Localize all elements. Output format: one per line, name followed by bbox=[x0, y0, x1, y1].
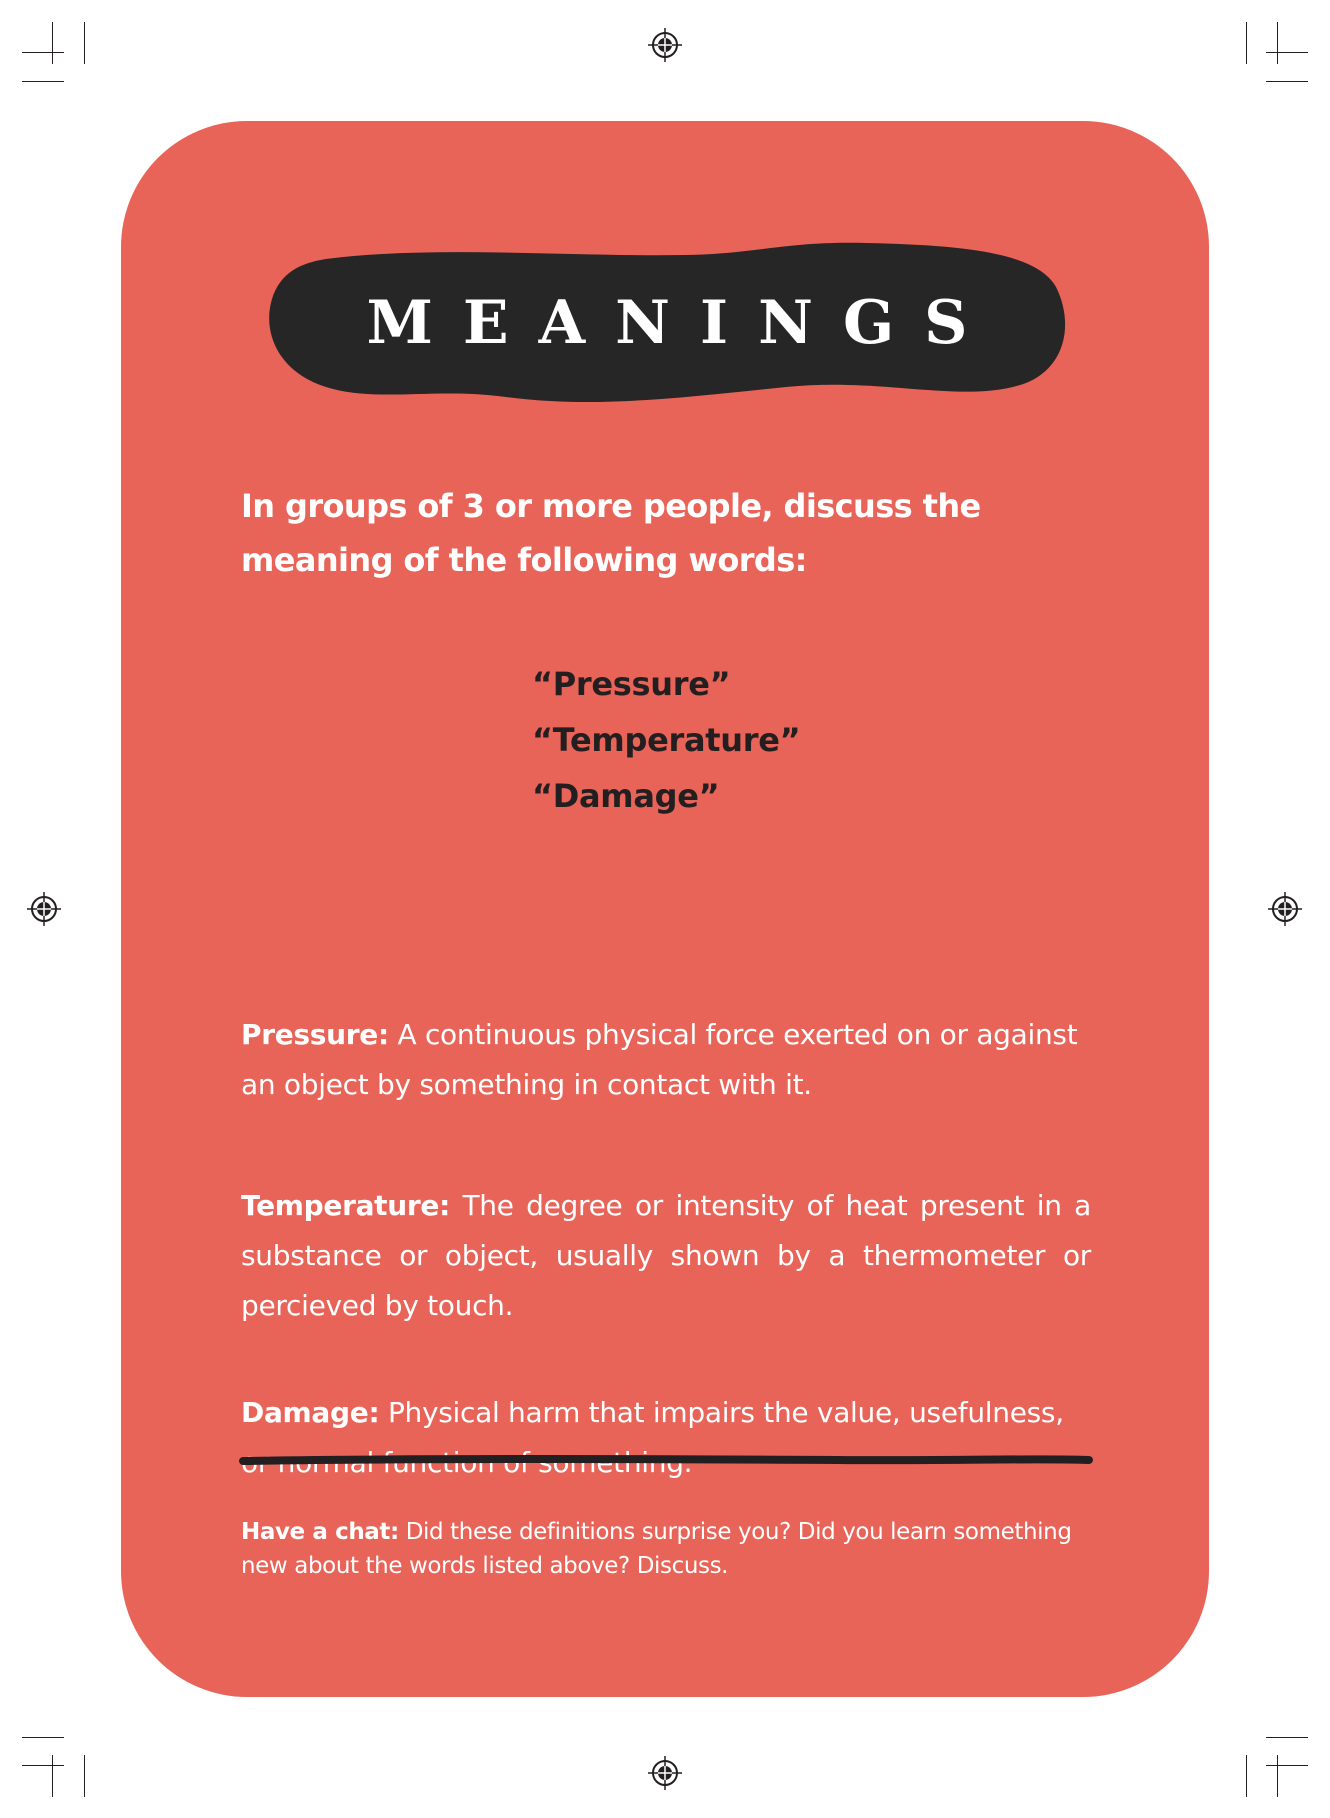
definition-temperature bbox=[241, 1181, 1091, 1331]
crosshair-target-icon bbox=[648, 1756, 682, 1790]
definition-pressure bbox=[241, 1010, 1091, 1110]
definition-text: Physical harm that impairs the value, usefulness, or normal function of something. bbox=[241, 1396, 1064, 1479]
word-list-item: “Temperature” bbox=[532, 721, 801, 759]
crop-mark bbox=[22, 81, 64, 82]
chat-term: Have a chat: bbox=[241, 1519, 399, 1545]
crop-mark bbox=[22, 1765, 64, 1766]
definition-term: Temperature: bbox=[241, 1189, 450, 1222]
crop-mark bbox=[1266, 1737, 1308, 1738]
crop-mark bbox=[1277, 22, 1278, 64]
crop-mark bbox=[1277, 1755, 1278, 1797]
crop-mark bbox=[52, 22, 53, 64]
crosshair-target-icon bbox=[27, 892, 61, 926]
word-list bbox=[532, 656, 800, 824]
crosshair-target-icon bbox=[648, 28, 682, 62]
crop-mark bbox=[1246, 1755, 1247, 1797]
chat-text: Did these definitions surprise you? Did you learn something new about the words listed above? Discuss. bbox=[241, 1519, 1072, 1579]
intro-text: In groups of 3 or more people, discuss the meaning of the following words: bbox=[241, 487, 981, 579]
definition-term: Damage: bbox=[241, 1396, 380, 1429]
meanings-card bbox=[121, 121, 1209, 1697]
definition-text: A continuous physical force exerted on or against an object by something in contact with it. bbox=[241, 1018, 1078, 1101]
crop-mark bbox=[22, 1737, 64, 1738]
definition-term: Pressure: bbox=[241, 1018, 389, 1051]
word-list-item: “Damage” bbox=[532, 777, 720, 815]
divider-line bbox=[237, 1451, 1095, 1471]
definition-text: The degree or intensity of heat present in a substance or object, usually shown by a thermometer or percieved by touch. bbox=[241, 1189, 1091, 1322]
definition-damage bbox=[241, 1388, 1091, 1488]
crop-mark bbox=[1246, 22, 1247, 64]
crop-mark bbox=[1266, 52, 1308, 53]
word-list-item: “Pressure” bbox=[532, 665, 731, 703]
crop-mark bbox=[1266, 81, 1308, 82]
page-title: MEANINGS bbox=[366, 288, 998, 358]
crop-mark bbox=[52, 1755, 53, 1797]
crop-mark bbox=[22, 52, 64, 53]
crop-mark bbox=[84, 22, 85, 64]
crosshair-target-icon bbox=[1268, 892, 1302, 926]
have-a-chat-prompt bbox=[241, 1515, 1101, 1583]
crop-mark bbox=[84, 1755, 85, 1797]
title-banner bbox=[266, 237, 1068, 409]
crop-mark bbox=[1266, 1765, 1308, 1766]
